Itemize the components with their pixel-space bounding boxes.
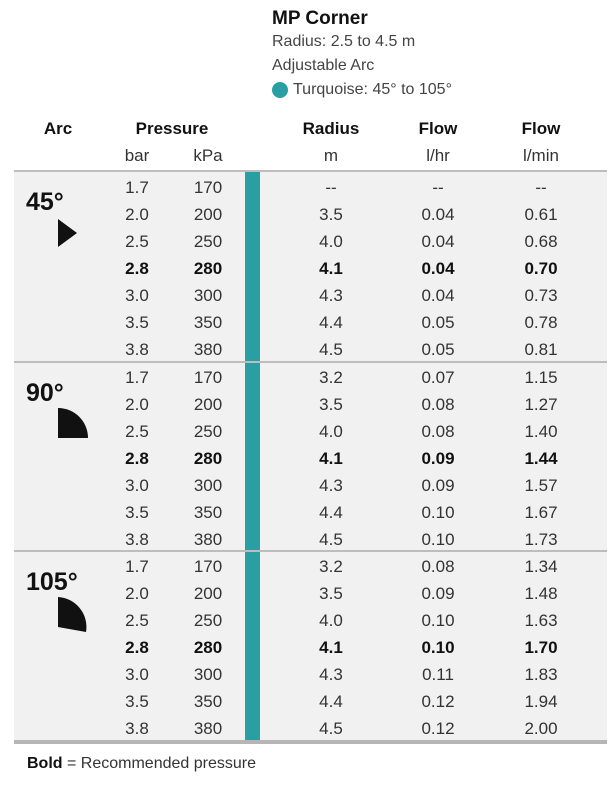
cell-radius: 4.4 — [319, 503, 343, 522]
cell-kpa: 170 — [193, 178, 223, 197]
cell-kpa: 250 — [193, 232, 223, 251]
cell-bar: 2.0 — [125, 205, 149, 224]
cell-flow-min: 1.63 — [524, 611, 558, 630]
cell-radius: 3.2 — [319, 557, 343, 576]
color-legend-label: Turquoise: 45° to 105° — [293, 81, 452, 98]
cell-radius: 4.1 — [319, 638, 343, 657]
turquoise-color-bar — [245, 172, 260, 361]
cell-radius: 4.1 — [319, 449, 343, 468]
cell-radius: 4.0 — [319, 232, 343, 251]
unit-flow-min: l/min — [523, 146, 559, 165]
cell-radius: 4.5 — [319, 719, 343, 738]
cell-kpa: 300 — [193, 286, 223, 305]
col-header-flow-hr: Flow — [418, 119, 458, 138]
cell-flow-hr: 0.04 — [421, 205, 455, 224]
footnote-text: = Recommended pressure — [62, 755, 256, 772]
turquoise-dot-icon — [272, 82, 288, 98]
product-header — [272, 8, 602, 102]
cell-bar: 3.0 — [125, 286, 149, 305]
cell-kpa: 200 — [193, 395, 223, 414]
unit-radius: m — [323, 146, 339, 165]
cell-flow-min: 0.78 — [524, 313, 558, 332]
cell-kpa: 350 — [193, 313, 223, 332]
cell-kpa: 170 — [193, 368, 223, 387]
cell-kpa: 280 — [193, 259, 223, 278]
cell-flow-min: 1.40 — [524, 422, 558, 441]
cell-flow-hr: 0.10 — [421, 530, 455, 549]
cell-flow-min: 0.68 — [524, 232, 558, 251]
cell-flow-min: 1.70 — [524, 638, 558, 657]
cell-kpa: 250 — [193, 611, 223, 630]
turquoise-color-bar — [245, 552, 260, 740]
cell-radius: 4.5 — [319, 530, 343, 549]
unit-kpa: kPa — [193, 146, 223, 165]
cell-radius: 3.5 — [319, 395, 343, 414]
cell-kpa: 280 — [193, 638, 223, 657]
cell-flow-hr: 0.12 — [421, 719, 455, 738]
cell-bar: 1.7 — [125, 368, 149, 387]
col-header-flow-min: Flow — [521, 119, 561, 138]
cell-kpa: 200 — [193, 205, 223, 224]
cell-flow-hr: 0.12 — [421, 692, 455, 711]
color-legend — [272, 78, 602, 102]
cell-bar: 2.5 — [125, 232, 149, 251]
cell-bar: 2.8 — [125, 259, 149, 278]
cell-radius: 4.3 — [319, 286, 343, 305]
cell-radius: 4.0 — [319, 422, 343, 441]
cell-kpa: 300 — [193, 476, 223, 495]
cell-flow-hr: 0.08 — [421, 395, 455, 414]
cell-radius: -- — [325, 178, 337, 197]
cell-kpa: 200 — [193, 584, 223, 603]
cell-bar: 2.8 — [125, 449, 149, 468]
cell-bar: 2.0 — [125, 584, 149, 603]
cell-bar: 3.8 — [125, 340, 149, 359]
cell-bar: 2.0 — [125, 395, 149, 414]
cell-kpa: 350 — [193, 692, 223, 711]
unit-bar: bar — [124, 146, 150, 165]
arc-type: Adjustable Arc — [272, 57, 375, 74]
cell-flow-hr: 0.05 — [421, 313, 455, 332]
footnote-bold: Bold — [27, 755, 63, 772]
col-header-arc: Arc — [43, 119, 73, 138]
cell-flow-min: 1.27 — [524, 395, 558, 414]
cell-flow-min: 0.81 — [524, 340, 558, 359]
cell-flow-min: 1.83 — [524, 665, 558, 684]
cell-radius: 3.5 — [319, 205, 343, 224]
cell-flow-hr: 0.11 — [422, 665, 454, 684]
cell-kpa: 280 — [193, 449, 223, 468]
cell-flow-min: 0.70 — [524, 259, 558, 278]
cell-flow-hr: 0.04 — [421, 232, 455, 251]
cell-radius: 3.2 — [319, 368, 343, 387]
arc-90-icon — [57, 407, 89, 439]
cell-bar: 3.0 — [125, 665, 149, 684]
cell-flow-min: 1.73 — [524, 530, 558, 549]
cell-radius: 4.3 — [319, 476, 343, 495]
cell-flow-hr: 0.09 — [421, 476, 455, 495]
arc-label-105: 105° — [26, 568, 78, 596]
cell-flow-min: 1.15 — [524, 368, 558, 387]
col-header-radius: Radius — [302, 119, 360, 138]
cell-flow-min: 1.34 — [524, 557, 558, 576]
cell-kpa: 300 — [193, 665, 223, 684]
cell-kpa: 250 — [193, 422, 223, 441]
cell-radius: 4.3 — [319, 665, 343, 684]
col-header-pressure: Pressure — [135, 119, 209, 138]
cell-bar: 3.5 — [125, 503, 149, 522]
cell-bar: 2.8 — [125, 638, 149, 657]
radius-range: Radius: 2.5 to 4.5 m — [272, 33, 416, 50]
cell-bar: 1.7 — [125, 557, 149, 576]
arc-label-90: 90° — [26, 379, 64, 407]
cell-flow-hr: -- — [432, 178, 444, 197]
cell-radius: 4.4 — [319, 692, 343, 711]
cell-kpa: 380 — [193, 719, 223, 738]
cell-flow-min: -- — [535, 178, 547, 197]
cell-flow-hr: 0.07 — [421, 368, 455, 387]
cell-flow-min: 1.94 — [524, 692, 558, 711]
cell-flow-min: 1.44 — [524, 449, 558, 468]
cell-flow-hr: 0.04 — [421, 259, 455, 278]
cell-flow-hr: 0.10 — [421, 611, 455, 630]
cell-flow-hr: 0.09 — [421, 449, 455, 468]
cell-flow-hr: 0.09 — [421, 584, 455, 603]
product-title: MP Corner — [272, 8, 368, 29]
cell-radius: 4.5 — [319, 340, 343, 359]
turquoise-color-bar — [245, 363, 260, 550]
cell-bar: 3.5 — [125, 692, 149, 711]
arc-105-icon — [57, 596, 89, 634]
cell-flow-min: 2.00 — [524, 719, 558, 738]
cell-flow-min: 0.73 — [524, 286, 558, 305]
arc-45-icon — [56, 217, 80, 249]
cell-flow-hr: 0.10 — [421, 503, 455, 522]
arc-label-45: 45° — [26, 188, 64, 216]
cell-bar: 1.7 — [125, 178, 149, 197]
cell-kpa: 380 — [193, 530, 223, 549]
cell-bar: 3.0 — [125, 476, 149, 495]
cell-kpa: 170 — [193, 557, 223, 576]
cell-radius: 4.0 — [319, 611, 343, 630]
cell-bar: 2.5 — [125, 422, 149, 441]
cell-radius: 4.1 — [319, 259, 343, 278]
cell-flow-hr: 0.08 — [421, 422, 455, 441]
cell-radius: 3.5 — [319, 584, 343, 603]
unit-flow-hr: l/hr — [426, 146, 450, 165]
cell-flow-hr: 0.05 — [421, 340, 455, 359]
cell-flow-min: 1.67 — [524, 503, 558, 522]
cell-flow-min: 1.57 — [524, 476, 558, 495]
footnote — [27, 752, 256, 776]
cell-bar: 2.5 — [125, 611, 149, 630]
cell-radius: 4.4 — [319, 313, 343, 332]
cell-kpa: 380 — [193, 340, 223, 359]
cell-flow-hr: 0.08 — [421, 557, 455, 576]
cell-bar: 3.5 — [125, 313, 149, 332]
cell-flow-hr: 0.10 — [421, 638, 455, 657]
cell-bar: 3.8 — [125, 530, 149, 549]
cell-flow-hr: 0.04 — [421, 286, 455, 305]
cell-flow-min: 1.48 — [524, 584, 558, 603]
cell-kpa: 350 — [193, 503, 223, 522]
cell-flow-min: 0.61 — [524, 205, 558, 224]
cell-bar: 3.8 — [125, 719, 149, 738]
